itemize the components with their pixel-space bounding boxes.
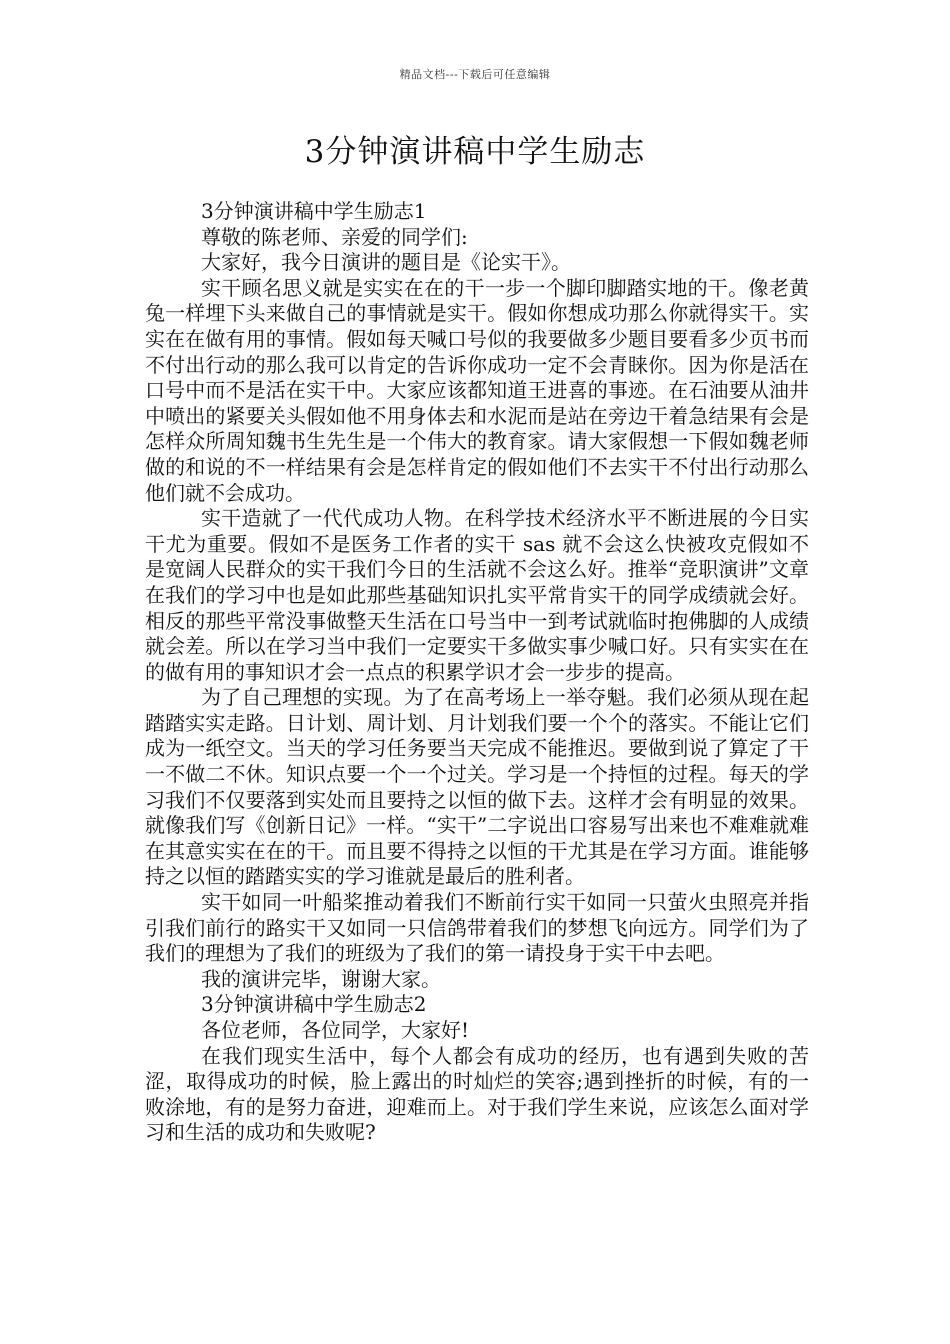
paragraph: 实干如同一叶船桨推动着我们不断前行实干如同一只萤火虫照亮并指引我们前行的路实干又如同一只信鸽带着我们的梦想飞向远方。同学们为了我们的理想为了我们的班级为了我们的第一请投身于实干中去吧。	[145, 890, 809, 966]
paragraph: 3分钟演讲稿中学生励志1	[201, 199, 427, 223]
paragraph: 为了自己理想的实现。为了在高考场上一举夺魁。我们必须从现在起踏踏实实走路。日计划、周计划、月计划我们要一个个的落实。不能让它们成为一纸空文。当天的学习任务要当天完成不能推迟。要做到说了算定了干一不做二不休。知识点要一个一个过关。学习是一个持恒的过程。每天的学习我们不仅要落到实处而且要持之以恒的做下去。这样才会有明显的效果。就像我们写《创新日记》一样。“实干”二字说出口容易写出来也不难难就难在其意实实在在的干。而且要不得持之以恒的干尤其是在学习方面。谁能够持之以恒的踏踏实实的学习谁就是最后的胜利者。	[145, 685, 809, 889]
document-body	[145, 199, 809, 1146]
paragraph: 各位老师，各位同学，大家好!	[201, 1018, 470, 1042]
paragraph: 我的演讲完毕，谢谢大家。	[201, 966, 441, 991]
paragraph: 尊敬的陈老师、亲爱的同学们:	[201, 224, 468, 249]
paragraph: 实干顾名思义就是实实在在的干一步一个脚印脚踏实地的干。像老黄兔一样埋下头来做自己的事情就是实干。假如你想成功那么你就得实干。实实在在做有用的事情。假如每天喊口号似的我要做多少题目要看多少页书而不付出行动的那么我可以肯定的告诉你成功一定不会青睐你。因为你是活在口号中而不是活在实干中。大家应该都知道王进喜的事迹。在石油要从油井中喷出的紧要关头假如他不用身体去和水泥而是站在旁边干着急结果有会是怎样众所周知魏书生先生是一个伟大的教育家。请大家假想一下假如魏老师做的和说的不一样结果有会是怎样肯定的假如他们不去实干不付出行动那么他们就不会成功。	[145, 275, 809, 505]
paragraph: 3分钟演讲稿中学生励志2	[201, 992, 427, 1017]
paragraph: 大家好，我今日演讲的题目是《论实干》。	[201, 250, 571, 275]
header-note: 精品文档---下载后可任意编辑	[399, 68, 551, 81]
document-title: 3分钟演讲稿中学生励志	[304, 134, 646, 170]
paragraph: 在我们现实生活中，每个人都会有成功的经历，也有遇到失败的苦涩，取得成功的时候，脸上露出的时灿烂的笑容;遇到挫折的时候，有的一败涂地，有的是努力奋进，迎难而上。对于我们学生来说，应该怎么面对学习和生活的成功和失败呢?	[145, 1043, 809, 1145]
paragraph: 实干造就了一代代成功人物。在科学技术经济水平不断进展的今日实干尤为重要。假如不是医务工作者的实干 sas 就不会这么快被攻克假如不是宽阔人民群众的实干我们今日的生活就不会这么好。推举“竞职演讲”文章在我们的学习中也是如此那些基础知识扎实平常肯实干的同学成绩就会好。相反的那些平常没事做整天生活在口号当中一到考试就临时抱佛脚的人成绩就会差。所以在学习当中我们一定要实干多做实事少喊口好。只有实实在在的做有用的事知识才会一点点的积累学识才会一步步的提高。	[145, 506, 809, 684]
